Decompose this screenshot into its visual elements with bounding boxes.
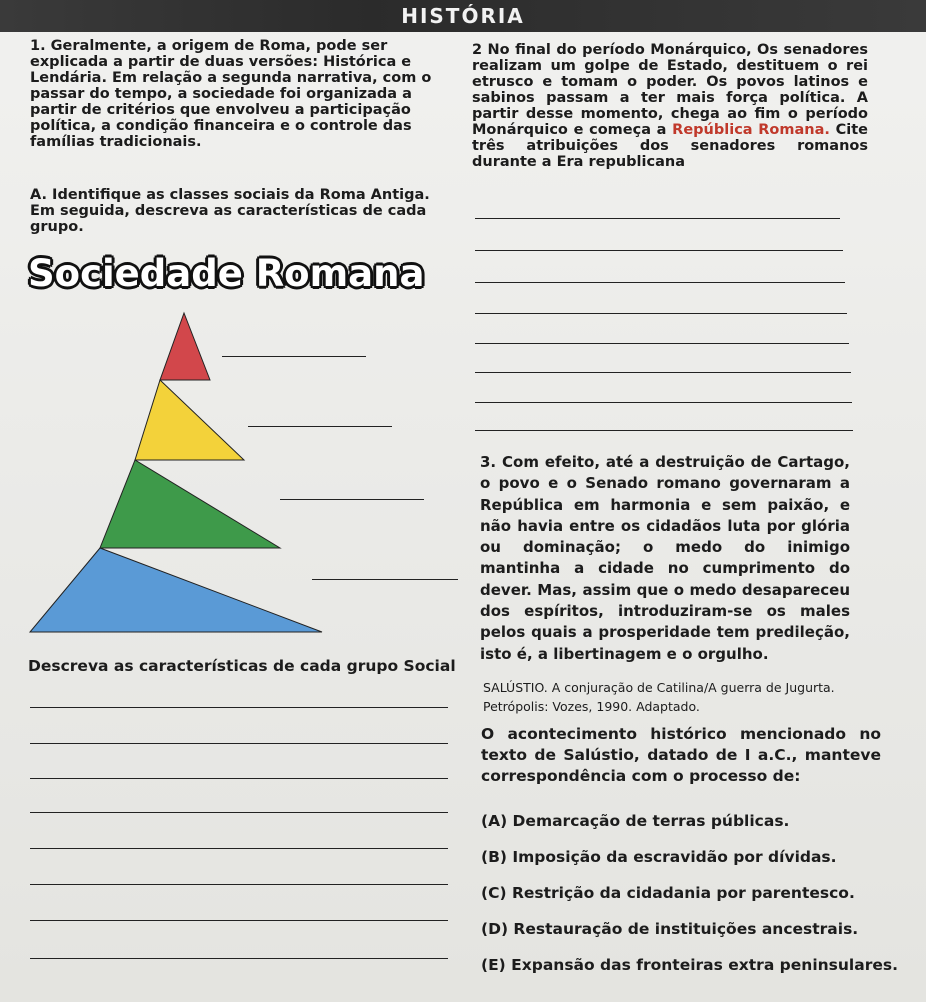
answer-line[interactable] — [30, 848, 448, 849]
source-citation — [483, 678, 883, 716]
pyramid-tier-2 — [135, 380, 244, 460]
answer-line[interactable] — [475, 250, 843, 251]
option-d[interactable]: (D) Restauração de instituições ancestrais. — [481, 920, 859, 938]
answer-line[interactable] — [475, 313, 847, 314]
republica-romana-highlight: República Romana. — [672, 122, 830, 138]
pyramid-tier-top — [160, 313, 210, 380]
question-2-text-after: Cite três atribuições dos senadores romanos durante a Era republicana — [472, 122, 868, 170]
option-b[interactable]: (B) Imposição da escravidão por dívidas. — [481, 848, 837, 866]
answer-line[interactable] — [30, 778, 448, 779]
pyramid-label-line[interactable] — [312, 579, 458, 580]
answer-line[interactable] — [475, 218, 840, 219]
pyramid-title: Sociedade Romana — [28, 252, 425, 295]
option-c[interactable]: (C) Restrição da cidadania por parentesco. — [481, 884, 855, 902]
answer-line[interactable] — [475, 282, 845, 283]
answer-line[interactable] — [30, 707, 448, 708]
pyramid-tier-base — [30, 548, 322, 632]
answer-line[interactable] — [475, 343, 849, 344]
question-1-item-a: A. Identifique as classes sociais da Roma Antiga. Em seguida, descreva as características de cada grupo. — [30, 187, 430, 235]
option-a[interactable]: (A) Demarcação de terras públicas. — [481, 812, 790, 830]
page-title: HISTÓRIA — [401, 4, 525, 28]
answer-line[interactable] — [475, 430, 853, 431]
answer-line[interactable] — [475, 402, 852, 403]
describe-groups-label: Descreva as características de cada grupo Social — [28, 657, 456, 675]
answer-line[interactable] — [30, 920, 448, 921]
answer-line[interactable] — [30, 743, 448, 744]
pyramid-label-line[interactable] — [222, 356, 366, 357]
source-line-1: SALÚSTIO. A conjuração de Catilina/A guerra de Jugurta. — [483, 680, 835, 695]
pyramid-label-line[interactable] — [248, 426, 392, 427]
answer-line[interactable] — [475, 372, 851, 373]
question-2-text-before: 2 No final do período Monárquico, Os senadores realizam um golpe de Estado, destituem o rei etrusco e tomam o poder. Os povos latinos e sabinos passam a ter mais força política. A partir desse momento, chega ao fim o período Monárquico e começa a — [472, 42, 868, 138]
answer-line[interactable] — [30, 884, 448, 885]
pyramid-label-line[interactable] — [280, 499, 424, 500]
question-3-stem: O acontecimento histórico mencionado no texto de Salústio, datado de I a.C., manteve correspondência com o processo de: — [481, 725, 881, 785]
question-3-text: 3. Com efeito, até a destruição de Cartago, o povo e o Senado romano governaram a República em harmonia e sem paixão, e não havia entre os cidadãos luta por glória ou dominação; o medo do inimigo mantinha a cidade no cumprimento do dever. Mas, assim que o medo desapareceu dos espíritos, introduziram-se os males pelos quais a prosperidade tem predileção, isto é, a libertinagem e o orgulho. — [480, 453, 850, 663]
option-e[interactable]: (E) Expansão das fronteiras extra peninsulares. — [481, 956, 898, 974]
pyramid-tier-3 — [100, 460, 280, 548]
question-2-text — [472, 42, 868, 170]
source-line-2: Petrópolis: Vozes, 1990. Adaptado. — [483, 699, 700, 714]
answer-line[interactable] — [30, 812, 448, 813]
question-1-text: 1. Geralmente, a origem de Roma, pode ser explicada a partir de duas versões: Histórica e Lendária. Em relação a segunda narrativa, com o passar do tempo, a sociedade foi organizada a partir de critérios que envolveu a participação política, a condição financeira e o controle das famílias tradicionais. — [30, 38, 432, 150]
social-pyramid — [20, 308, 360, 638]
answer-line[interactable] — [30, 958, 448, 959]
